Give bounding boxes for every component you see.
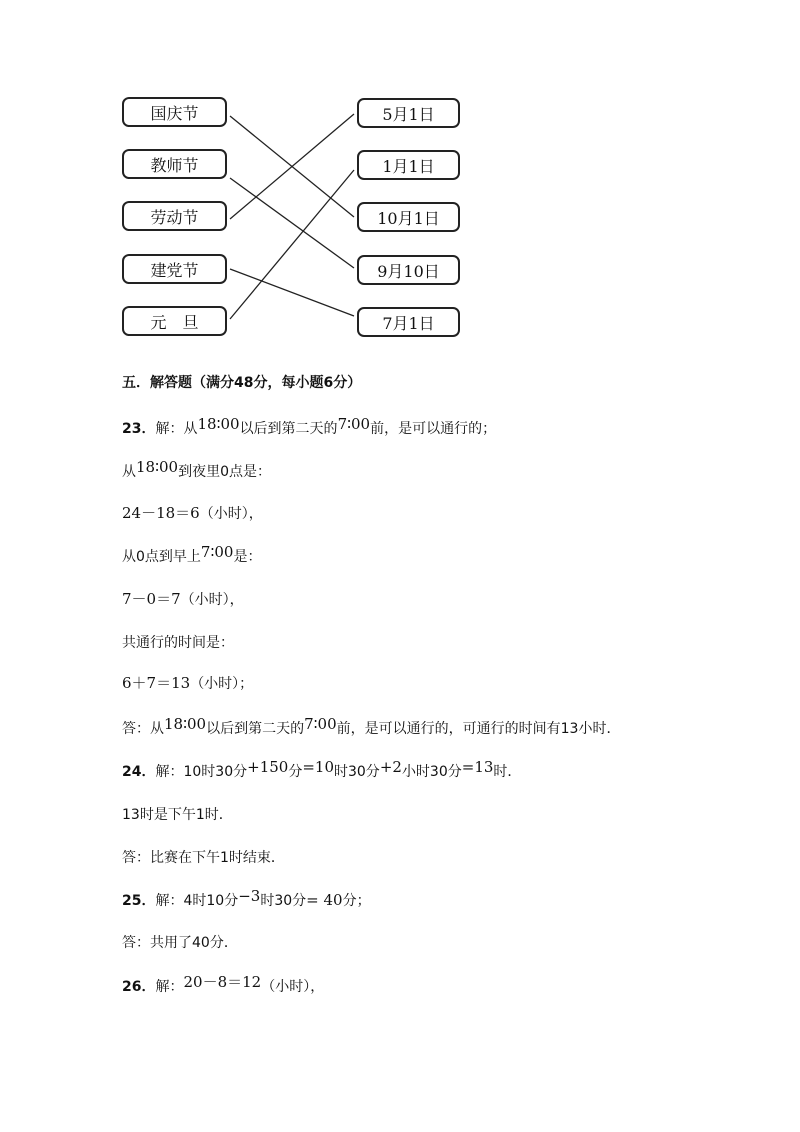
connector-line <box>230 114 354 219</box>
q23-line5 <box>122 588 244 609</box>
equation: 6＋7＝13 <box>122 674 191 692</box>
text: 以后到第二天的 <box>239 421 338 437</box>
connector-line <box>230 170 354 319</box>
q24-line2: 13时是下午1时． <box>122 807 233 823</box>
text: 解：从 <box>155 421 198 437</box>
section-heading: 五．解答题（满分48分，每小题6分） <box>122 375 362 391</box>
text: 前，是可以通行的； <box>370 421 497 437</box>
math: −3 <box>238 887 261 905</box>
matching-diagram <box>0 0 800 350</box>
date-box: 9月10日 <box>357 255 460 285</box>
math: = 40 <box>306 891 343 909</box>
q23-line7 <box>122 672 253 693</box>
text: 解：10时30分 <box>155 764 248 780</box>
connector-line <box>230 269 354 316</box>
unit: （小时）； <box>190 676 254 692</box>
q24-line3: 答：比赛在下午1时结束． <box>122 850 285 866</box>
q25-line1 <box>122 887 371 910</box>
question-number: 24． <box>122 764 156 780</box>
question-number: 26． <box>122 979 156 995</box>
q24-line1 <box>122 758 522 781</box>
text: 答：从 <box>122 721 164 737</box>
text: 分 <box>288 764 303 780</box>
question-number: 23． <box>122 421 156 437</box>
time-700: 7∶00 <box>304 715 337 733</box>
time-700: 7∶00 <box>200 543 234 561</box>
text: 小时30分 <box>401 764 462 780</box>
text: 从 <box>122 464 136 480</box>
question-number: 25． <box>122 893 156 909</box>
date-box: 10月1日 <box>357 202 460 232</box>
date-box: 5月1日 <box>357 98 460 128</box>
math: =10 <box>302 758 334 776</box>
holiday-box: 教师节 <box>122 149 227 179</box>
unit: （小时）， <box>261 979 325 995</box>
q23-line3 <box>122 502 263 523</box>
equation: 7－0＝7 <box>122 590 181 608</box>
time-700: 7∶00 <box>337 415 371 433</box>
unit: （小时）， <box>199 506 263 522</box>
time-1800: 18∶00 <box>136 458 179 476</box>
connector-lines <box>0 0 800 350</box>
text: 解： <box>155 979 184 995</box>
math: =13 <box>461 758 494 776</box>
unit: （小时）， <box>180 592 244 608</box>
holiday-box: 国庆节 <box>122 97 227 127</box>
q23-line8 <box>122 715 621 738</box>
q23-line2 <box>122 458 271 481</box>
holiday-box: 建党节 <box>122 254 227 284</box>
equation: 24－18＝6 <box>122 504 200 522</box>
holiday-box: 劳动节 <box>122 201 227 231</box>
text: 到夜里0点是： <box>178 464 271 480</box>
text: 解：4时10分 <box>155 893 239 909</box>
math: +150 <box>247 758 289 776</box>
text: 是： <box>233 549 262 565</box>
q23-line4 <box>122 543 262 566</box>
time-1800: 18∶00 <box>164 715 207 733</box>
holiday-box: 元 旦 <box>122 306 227 336</box>
q26-line1 <box>122 975 324 996</box>
date-box: 1月1日 <box>357 150 460 180</box>
text: 时． <box>493 764 522 780</box>
equation: 20－8＝12 <box>183 973 262 991</box>
text: 前，是可以通行的，可通行的时间有13小时． <box>336 721 621 737</box>
q23-line6: 共通行的时间是： <box>122 635 234 651</box>
text: 时30分 <box>333 764 380 780</box>
q23-line1 <box>122 415 497 438</box>
text: 从0点到早上 <box>122 549 201 565</box>
math: +2 <box>379 758 402 776</box>
text: 以后到第二天的 <box>206 721 305 737</box>
q25-line2: 答：共用了40分． <box>122 935 238 951</box>
date-box: 7月1日 <box>357 307 460 337</box>
time-1800: 18∶00 <box>197 415 240 433</box>
text: 分； <box>342 893 371 909</box>
text: 时30分 <box>260 893 307 909</box>
